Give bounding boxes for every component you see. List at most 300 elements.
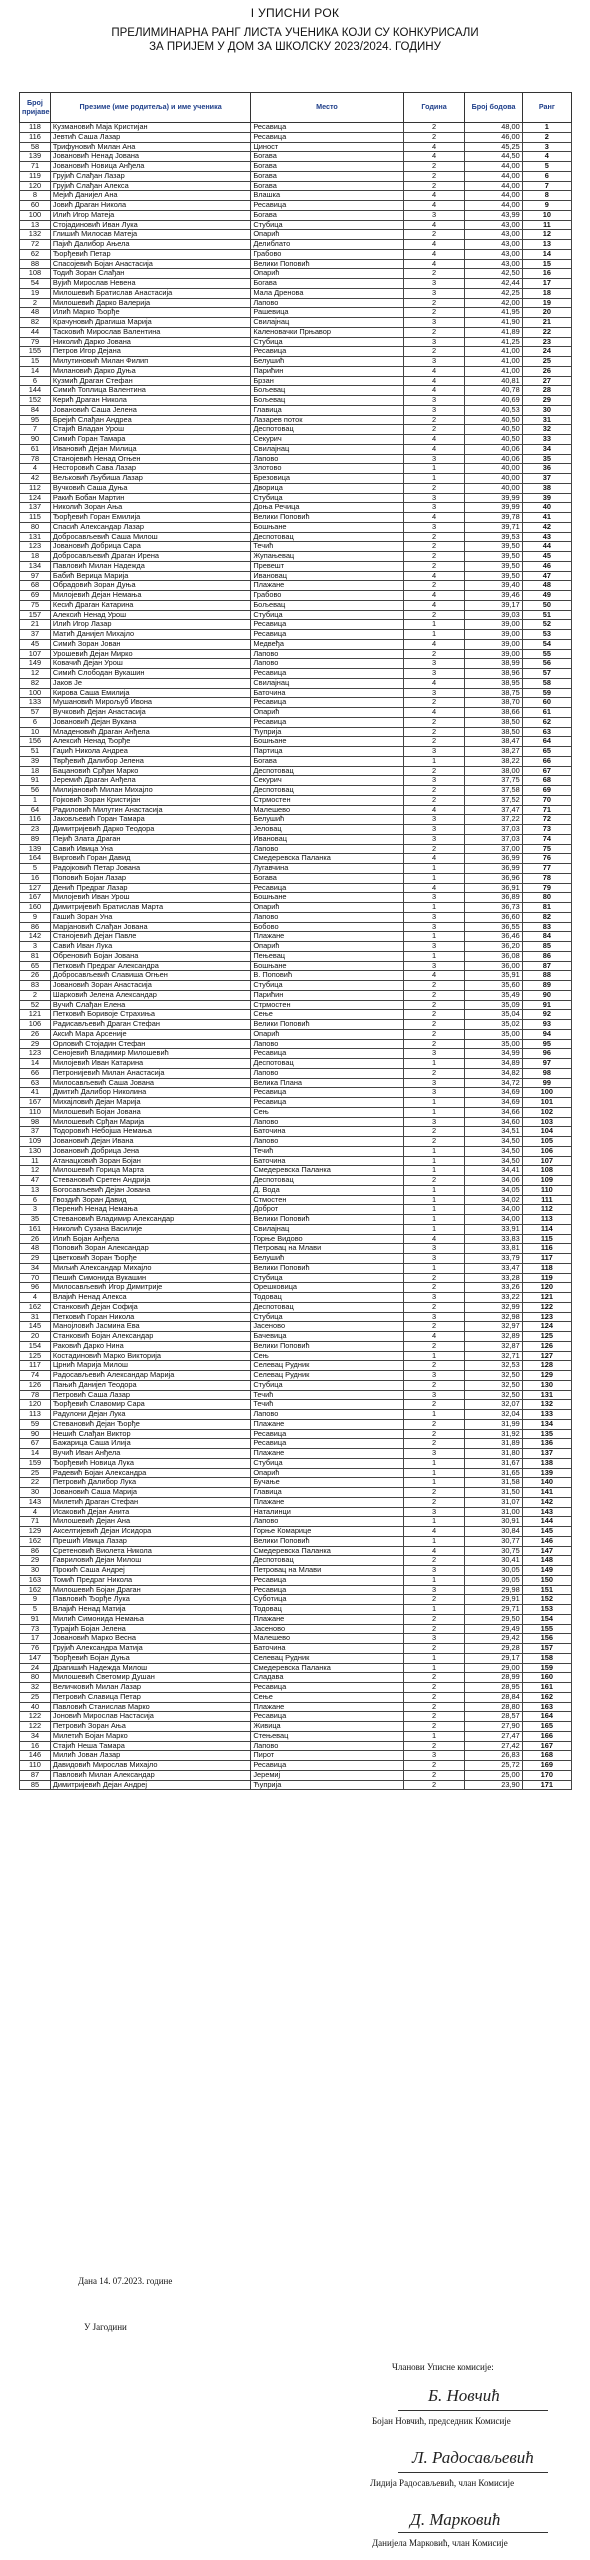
points-cell: 39,00 bbox=[465, 630, 522, 640]
points-cell: 27,90 bbox=[465, 1722, 522, 1732]
rank-cell: 27 bbox=[522, 376, 571, 386]
student-name-cell: Црнић Марија Милош bbox=[50, 1361, 250, 1371]
year-cell: 3 bbox=[403, 922, 465, 932]
student-name-cell: Јевтић Саша Лазар bbox=[50, 132, 250, 142]
table-row bbox=[20, 259, 572, 269]
points-cell: 31,00 bbox=[465, 1507, 522, 1517]
application-number-cell: 54 bbox=[20, 279, 51, 289]
student-name-cell: Алексић Ненад Ђорђе bbox=[50, 737, 250, 747]
student-name-cell: Обрадовић Зоран Дуња bbox=[50, 581, 250, 591]
table-row bbox=[20, 1439, 572, 1449]
points-cell: 33,83 bbox=[465, 1234, 522, 1244]
table-row bbox=[20, 1507, 572, 1517]
student-name-cell: Кесић Драган Катарина bbox=[50, 600, 250, 610]
points-cell: 36,20 bbox=[465, 942, 522, 952]
application-number-cell: 65 bbox=[20, 961, 51, 971]
rank-cell: 169 bbox=[522, 1761, 571, 1771]
application-number-cell: 80 bbox=[20, 1673, 51, 1683]
place-cell: Стубица bbox=[251, 610, 403, 620]
points-cell: 48,00 bbox=[465, 123, 522, 133]
points-cell: 44,00 bbox=[465, 201, 522, 211]
points-cell: 33,26 bbox=[465, 1283, 522, 1293]
table-row bbox=[20, 1078, 572, 1088]
table-row bbox=[20, 1605, 572, 1615]
application-number-cell: 57 bbox=[20, 708, 51, 718]
application-number-cell: 146 bbox=[20, 1751, 51, 1761]
year-cell: 2 bbox=[403, 132, 465, 142]
student-name-cell: Стевановић Сретен Андрија bbox=[50, 1176, 250, 1186]
place-cell: Рашевица bbox=[251, 308, 403, 318]
application-number-cell: 25 bbox=[20, 1468, 51, 1478]
application-number-cell: 162 bbox=[20, 1536, 51, 1546]
student-name-cell: Петровић Далибор Лука bbox=[50, 1478, 250, 1488]
table-row bbox=[20, 1478, 572, 1488]
application-number-cell: 14 bbox=[20, 1059, 51, 1069]
place-cell: Ресавица bbox=[251, 669, 403, 679]
points-cell: 40,53 bbox=[465, 405, 522, 415]
year-cell: 2 bbox=[403, 786, 465, 796]
student-name-cell: Јовановић Добрица Јена bbox=[50, 1146, 250, 1156]
rank-cell: 130 bbox=[522, 1380, 571, 1390]
place-cell: Свилајнац bbox=[251, 444, 403, 454]
table-row bbox=[20, 1712, 572, 1722]
table-row bbox=[20, 1185, 572, 1195]
year-cell: 2 bbox=[403, 1137, 465, 1147]
header-rank: Ранг bbox=[522, 93, 571, 123]
place-cell: Сењ bbox=[251, 1351, 403, 1361]
place-cell: Брезовица bbox=[251, 474, 403, 484]
year-cell: 4 bbox=[403, 513, 465, 523]
application-number-cell: 161 bbox=[20, 1224, 51, 1234]
student-name-cell: Кузмановић Маја Кристијан bbox=[50, 123, 250, 133]
rank-cell: 106 bbox=[522, 1146, 571, 1156]
points-cell: 35,00 bbox=[465, 1039, 522, 1049]
place-cell: Опарић bbox=[251, 1029, 403, 1039]
year-cell: 3 bbox=[403, 1049, 465, 1059]
application-number-cell: 12 bbox=[20, 1166, 51, 1176]
rank-cell: 55 bbox=[522, 649, 571, 659]
points-cell: 38,47 bbox=[465, 737, 522, 747]
student-name-cell: Илић Игор Лазар bbox=[50, 620, 250, 630]
table-row bbox=[20, 805, 572, 815]
points-cell: 45,25 bbox=[465, 142, 522, 152]
place-cell: Смедеревска Паланка bbox=[251, 1166, 403, 1176]
points-cell: 35,04 bbox=[465, 1010, 522, 1020]
rank-cell: 111 bbox=[522, 1195, 571, 1205]
year-cell: 3 bbox=[403, 1371, 465, 1381]
table-row bbox=[20, 1156, 572, 1166]
points-cell: 32,87 bbox=[465, 1341, 522, 1351]
table-row bbox=[20, 1741, 572, 1751]
place-cell: Горње Комарице bbox=[251, 1527, 403, 1537]
application-number-cell: 31 bbox=[20, 1312, 51, 1322]
place-cell: Смедеревска Паланка bbox=[251, 854, 403, 864]
table-row bbox=[20, 571, 572, 581]
rank-cell: 43 bbox=[522, 532, 571, 542]
header-application-number: Број пријаве bbox=[20, 93, 51, 123]
place-cell: Малешево bbox=[251, 805, 403, 815]
application-number-cell: 9 bbox=[20, 912, 51, 922]
student-name-cell: Кузмић Драган Стефан bbox=[50, 376, 250, 386]
year-cell: 3 bbox=[403, 688, 465, 698]
points-cell: 43,00 bbox=[465, 259, 522, 269]
application-number-cell: 75 bbox=[20, 600, 51, 610]
student-name-cell: Прешић Ивица Лазар bbox=[50, 1536, 250, 1546]
student-name-cell: Милојевић Иван Катарина bbox=[50, 1059, 250, 1069]
application-number-cell: 137 bbox=[20, 503, 51, 513]
student-name-cell: Грујић Слађан Алекса bbox=[50, 181, 250, 191]
commission-member-1: Бојан Новчић, председник Комисије bbox=[372, 2416, 511, 2426]
table-row bbox=[20, 893, 572, 903]
table-row bbox=[20, 1137, 572, 1147]
table-row bbox=[20, 688, 572, 698]
table-row bbox=[20, 591, 572, 601]
rank-cell: 115 bbox=[522, 1234, 571, 1244]
place-cell: Велики Поповић bbox=[251, 1215, 403, 1225]
year-cell: 2 bbox=[403, 795, 465, 805]
rank-cell: 60 bbox=[522, 698, 571, 708]
points-cell: 37,03 bbox=[465, 825, 522, 835]
place-cell: Деспотовац bbox=[251, 1556, 403, 1566]
student-name-cell: Савић Ивица Уна bbox=[50, 844, 250, 854]
application-number-cell: 134 bbox=[20, 561, 51, 571]
year-cell: 3 bbox=[403, 337, 465, 347]
student-name-cell: Петковић Боривоје Страхиња bbox=[50, 1010, 250, 1020]
application-number-cell: 117 bbox=[20, 1361, 51, 1371]
year-cell: 2 bbox=[403, 415, 465, 425]
place-cell: Лапово bbox=[251, 1039, 403, 1049]
table-row bbox=[20, 747, 572, 757]
application-number-cell: 14 bbox=[20, 366, 51, 376]
rank-cell: 56 bbox=[522, 659, 571, 669]
rank-cell: 146 bbox=[522, 1536, 571, 1546]
points-cell: 39,99 bbox=[465, 493, 522, 503]
application-number-cell: 147 bbox=[20, 1653, 51, 1663]
table-row bbox=[20, 990, 572, 1000]
rank-cell: 104 bbox=[522, 1127, 571, 1137]
place-cell: Опарић bbox=[251, 942, 403, 952]
rank-cell: 87 bbox=[522, 961, 571, 971]
table-row bbox=[20, 1322, 572, 1332]
place-cell: Ресавица bbox=[251, 620, 403, 630]
application-number-cell: 64 bbox=[20, 805, 51, 815]
application-number-cell: 125 bbox=[20, 1351, 51, 1361]
points-cell: 32,53 bbox=[465, 1361, 522, 1371]
application-number-cell: 90 bbox=[20, 1429, 51, 1439]
year-cell: 4 bbox=[403, 1527, 465, 1537]
student-name-cell: Николић Сузана Василије bbox=[50, 1224, 250, 1234]
points-cell: 30,75 bbox=[465, 1546, 522, 1556]
points-cell: 31,89 bbox=[465, 1439, 522, 1449]
place-cell: Плажане bbox=[251, 1702, 403, 1712]
table-row bbox=[20, 532, 572, 542]
student-name-cell: Тодић Зоран Слађан bbox=[50, 269, 250, 279]
place-cell: Стубица bbox=[251, 493, 403, 503]
student-name-cell: Павловић Милан Надежда bbox=[50, 561, 250, 571]
year-cell: 2 bbox=[403, 561, 465, 571]
year-cell: 2 bbox=[403, 1341, 465, 1351]
table-row bbox=[20, 795, 572, 805]
application-number-cell: 26 bbox=[20, 1234, 51, 1244]
student-name-cell: Миљић Александар Михајло bbox=[50, 1263, 250, 1273]
rank-cell: 10 bbox=[522, 210, 571, 220]
application-number-cell: 122 bbox=[20, 1722, 51, 1732]
application-number-cell: 61 bbox=[20, 444, 51, 454]
student-name-cell: Атанацковић Зоран Бојан bbox=[50, 1156, 250, 1166]
student-name-cell: Павловић Милан Александар bbox=[50, 1770, 250, 1780]
student-name-cell: Кирова Саша Емилија bbox=[50, 688, 250, 698]
student-name-cell: Савић Иван Лука bbox=[50, 942, 250, 952]
table-row bbox=[20, 659, 572, 669]
rank-cell: 4 bbox=[522, 152, 571, 162]
rank-cell: 116 bbox=[522, 1244, 571, 1254]
place-cell: Течић bbox=[251, 1146, 403, 1156]
student-name-cell: Вучић Иван Анђела bbox=[50, 1449, 250, 1459]
student-name-cell: Радулони Дејан Лука bbox=[50, 1410, 250, 1420]
place-cell: Стубица bbox=[251, 337, 403, 347]
year-cell: 2 bbox=[403, 610, 465, 620]
application-number-cell: 118 bbox=[20, 123, 51, 133]
application-number-cell: 40 bbox=[20, 1702, 51, 1712]
year-cell: 3 bbox=[403, 1634, 465, 1644]
rank-cell: 152 bbox=[522, 1595, 571, 1605]
rank-cell: 102 bbox=[522, 1107, 571, 1117]
student-name-cell: Павловић Ђорђе Лука bbox=[50, 1595, 250, 1605]
year-cell: 2 bbox=[403, 123, 465, 133]
rank-cell: 120 bbox=[522, 1283, 571, 1293]
table-row bbox=[20, 649, 572, 659]
place-cell: Лапово bbox=[251, 912, 403, 922]
application-number-cell: 34 bbox=[20, 1731, 51, 1741]
application-number-cell: 47 bbox=[20, 1176, 51, 1186]
table-row bbox=[20, 1634, 572, 1644]
place-cell: Бачевица bbox=[251, 1332, 403, 1342]
year-cell: 1 bbox=[403, 1205, 465, 1215]
table-row bbox=[20, 854, 572, 864]
student-name-cell: Јаковљевић Горан Тамара bbox=[50, 815, 250, 825]
table-row bbox=[20, 1068, 572, 1078]
application-number-cell: 127 bbox=[20, 883, 51, 893]
place-cell: Ивановац bbox=[251, 571, 403, 581]
rank-cell: 144 bbox=[522, 1517, 571, 1527]
rank-cell: 105 bbox=[522, 1137, 571, 1147]
rank-cell: 48 bbox=[522, 581, 571, 591]
place-cell: Смедеревска Паланка bbox=[251, 1663, 403, 1673]
year-cell: 4 bbox=[403, 191, 465, 201]
year-cell: 2 bbox=[403, 737, 465, 747]
application-number-cell: 58 bbox=[20, 142, 51, 152]
application-number-cell: 131 bbox=[20, 532, 51, 542]
application-number-cell: 121 bbox=[20, 1010, 51, 1020]
application-number-cell: 25 bbox=[20, 1692, 51, 1702]
table-row bbox=[20, 1088, 572, 1098]
points-cell: 32,50 bbox=[465, 1390, 522, 1400]
table-row bbox=[20, 1059, 572, 1069]
table-row bbox=[20, 1644, 572, 1654]
points-cell: 29,91 bbox=[465, 1595, 522, 1605]
table-row bbox=[20, 717, 572, 727]
rank-cell: 6 bbox=[522, 171, 571, 181]
application-number-cell: 91 bbox=[20, 776, 51, 786]
place-cell: Влашка bbox=[251, 191, 403, 201]
application-number-cell: 123 bbox=[20, 542, 51, 552]
rank-cell: 103 bbox=[522, 1117, 571, 1127]
points-cell: 34,41 bbox=[465, 1166, 522, 1176]
rank-cell: 75 bbox=[522, 844, 571, 854]
student-name-cell: Младеновић Драган Анђела bbox=[50, 727, 250, 737]
year-cell: 2 bbox=[403, 698, 465, 708]
place-cell: Деспотовац bbox=[251, 425, 403, 435]
student-name-cell: Милановић Дарко Дуња bbox=[50, 366, 250, 376]
table-row bbox=[20, 1419, 572, 1429]
year-cell: 1 bbox=[403, 1536, 465, 1546]
application-number-cell: 44 bbox=[20, 327, 51, 337]
table-row bbox=[20, 1653, 572, 1663]
application-number-cell: 156 bbox=[20, 737, 51, 747]
points-cell: 36,55 bbox=[465, 922, 522, 932]
student-name-cell: Несторовић Сава Лазар bbox=[50, 464, 250, 474]
table-row bbox=[20, 737, 572, 747]
points-cell: 29,00 bbox=[465, 1663, 522, 1673]
application-number-cell: 89 bbox=[20, 834, 51, 844]
student-name-cell: Јовановић Саша Марија bbox=[50, 1488, 250, 1498]
points-cell: 43,00 bbox=[465, 240, 522, 250]
application-number-cell: 29 bbox=[20, 1556, 51, 1566]
student-name-cell: Акселтијевић Дејан Исидора bbox=[50, 1527, 250, 1537]
rank-cell: 71 bbox=[522, 805, 571, 815]
year-cell: 4 bbox=[403, 249, 465, 259]
student-name-cell: Аксић Мара Арсеније bbox=[50, 1029, 250, 1039]
table-row bbox=[20, 396, 572, 406]
place-cell: Опарић bbox=[251, 230, 403, 240]
table-row bbox=[20, 425, 572, 435]
points-cell: 30,41 bbox=[465, 1556, 522, 1566]
table-row bbox=[20, 513, 572, 523]
rank-cell: 85 bbox=[522, 942, 571, 952]
application-number-cell: 6 bbox=[20, 376, 51, 386]
student-name-cell: Костадиновић Марко Викторија bbox=[50, 1351, 250, 1361]
rank-cell: 49 bbox=[522, 591, 571, 601]
student-name-cell: Милетић Драган Стефан bbox=[50, 1497, 250, 1507]
rank-cell: 156 bbox=[522, 1634, 571, 1644]
points-cell: 31,65 bbox=[465, 1468, 522, 1478]
rank-cell: 163 bbox=[522, 1702, 571, 1712]
table-row bbox=[20, 444, 572, 454]
place-cell: Деспотовац bbox=[251, 1302, 403, 1312]
signature-line-2 bbox=[398, 2472, 548, 2473]
place-cell: Деспотовац bbox=[251, 786, 403, 796]
points-cell: 39,50 bbox=[465, 542, 522, 552]
points-cell: 37,52 bbox=[465, 795, 522, 805]
student-name-cell: Јовановић Дејан Вукана bbox=[50, 717, 250, 727]
table-row bbox=[20, 405, 572, 415]
application-number-cell: 71 bbox=[20, 1517, 51, 1527]
rank-cell: 53 bbox=[522, 630, 571, 640]
table-row bbox=[20, 230, 572, 240]
year-cell: 3 bbox=[403, 1088, 465, 1098]
place-cell: Ресавица bbox=[251, 132, 403, 142]
table-row bbox=[20, 1283, 572, 1293]
points-cell: 28,80 bbox=[465, 1702, 522, 1712]
points-cell: 42,00 bbox=[465, 298, 522, 308]
student-name-cell: Поповић Зоран Александар bbox=[50, 1244, 250, 1254]
year-cell: 1 bbox=[403, 903, 465, 913]
application-number-cell: 85 bbox=[20, 1780, 51, 1790]
table-header-row bbox=[20, 93, 572, 123]
points-cell: 38,75 bbox=[465, 688, 522, 698]
place-cell: Жупањевац bbox=[251, 552, 403, 562]
application-number-cell: 162 bbox=[20, 1585, 51, 1595]
points-cell: 30,77 bbox=[465, 1536, 522, 1546]
year-cell: 2 bbox=[403, 1010, 465, 1020]
rank-cell: 16 bbox=[522, 269, 571, 279]
student-name-cell: Јовановић Зоран Анастасија bbox=[50, 981, 250, 991]
application-number-cell: 130 bbox=[20, 1146, 51, 1156]
points-cell: 37,75 bbox=[465, 776, 522, 786]
points-cell: 28,95 bbox=[465, 1683, 522, 1693]
place-cell: Делиблато bbox=[251, 240, 403, 250]
place-cell: Сење bbox=[251, 1692, 403, 1702]
rank-cell: 133 bbox=[522, 1410, 571, 1420]
rank-cell: 35 bbox=[522, 454, 571, 464]
application-number-cell: 124 bbox=[20, 493, 51, 503]
points-cell: 31,07 bbox=[465, 1497, 522, 1507]
place-cell: Бољевац bbox=[251, 396, 403, 406]
rank-cell: 145 bbox=[522, 1527, 571, 1537]
application-number-cell: 110 bbox=[20, 1761, 51, 1771]
table-row bbox=[20, 620, 572, 630]
application-number-cell: 34 bbox=[20, 1263, 51, 1273]
commission-label: Чланови Уписне комисије: bbox=[392, 2362, 494, 2372]
student-name-cell: Влајић Ненад Алекса bbox=[50, 1293, 250, 1303]
rank-cell: 21 bbox=[522, 318, 571, 328]
year-cell: 1 bbox=[403, 1731, 465, 1741]
rank-cell: 23 bbox=[522, 337, 571, 347]
student-name-cell: Влајић Ненад Матија bbox=[50, 1605, 250, 1615]
place-cell: Свилајнац bbox=[251, 318, 403, 328]
rank-cell: 73 bbox=[522, 825, 571, 835]
year-cell: 4 bbox=[403, 220, 465, 230]
application-number-cell: 159 bbox=[20, 1458, 51, 1468]
year-cell: 3 bbox=[403, 912, 465, 922]
application-number-cell: 96 bbox=[20, 1283, 51, 1293]
application-number-cell: 116 bbox=[20, 815, 51, 825]
year-cell: 1 bbox=[403, 1653, 465, 1663]
application-number-cell: 163 bbox=[20, 1575, 51, 1585]
rank-cell: 108 bbox=[522, 1166, 571, 1176]
student-name-cell: Сенојевић Владимир Милошевић bbox=[50, 1049, 250, 1059]
student-name-cell: Стајић Нешa Тамара bbox=[50, 1741, 250, 1751]
place-cell: Ресавица bbox=[251, 883, 403, 893]
place-cell: Стубица bbox=[251, 1312, 403, 1322]
table-row bbox=[20, 1020, 572, 1030]
year-cell: 4 bbox=[403, 240, 465, 250]
year-cell: 4 bbox=[403, 708, 465, 718]
application-number-cell: 167 bbox=[20, 893, 51, 903]
application-number-cell: 68 bbox=[20, 581, 51, 591]
rank-cell: 134 bbox=[522, 1419, 571, 1429]
year-cell: 2 bbox=[403, 171, 465, 181]
student-name-cell: Симић Зоран Јован bbox=[50, 639, 250, 649]
place-cell: Партица bbox=[251, 747, 403, 757]
student-name-cell: Томић Предраг Никола bbox=[50, 1575, 250, 1585]
student-name-cell: Симић Топлица Валентина bbox=[50, 386, 250, 396]
application-number-cell: 21 bbox=[20, 620, 51, 630]
place-cell: Бучање bbox=[251, 1478, 403, 1488]
place-cell: Тодовац bbox=[251, 1293, 403, 1303]
application-number-cell: 4 bbox=[20, 1293, 51, 1303]
points-cell: 37,03 bbox=[465, 834, 522, 844]
